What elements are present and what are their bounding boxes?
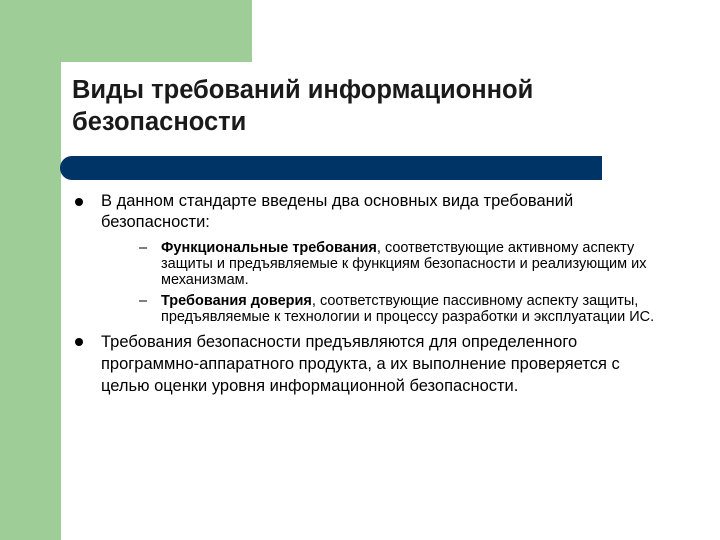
- sub-list: [101, 240, 672, 325]
- slide-content: [72, 191, 672, 397]
- bullet-text: Требования безопасности предъявляются для определенного программно-аппаратного продукта, а их выполнение проверяется с целью оценки уровня информационной безопасности.: [101, 333, 620, 395]
- dash-icon: –: [139, 293, 148, 309]
- dash-icon: –: [139, 240, 148, 256]
- sub-item: [101, 293, 672, 325]
- bullet-item: [72, 331, 672, 397]
- sub-item-text: , соответствующие активному аспекту защиты и предъявляемые к функциям безопасности и реализующим их механизмам.: [161, 240, 647, 288]
- title-underline-bar: [60, 156, 602, 180]
- bullet-item: [72, 191, 672, 325]
- sub-item: [101, 240, 672, 288]
- sub-item-term: Требования доверия: [161, 293, 312, 309]
- bullet-dot-icon: [75, 338, 83, 346]
- decor-green-side: [0, 0, 61, 540]
- bullet-dot-icon: [75, 198, 83, 206]
- sub-item-term: Функциональные требования: [161, 240, 377, 256]
- sub-item-text: , соответствующие пассивному аспекту защиты, предъявляемые к технологии и процессу разработки и эксплуатации ИС.: [161, 293, 655, 325]
- bullet-text: В данном стандарте введены два основных вида требований безопасности:: [101, 192, 574, 231]
- slide-title: Виды требований информационной безопасности: [72, 76, 534, 136]
